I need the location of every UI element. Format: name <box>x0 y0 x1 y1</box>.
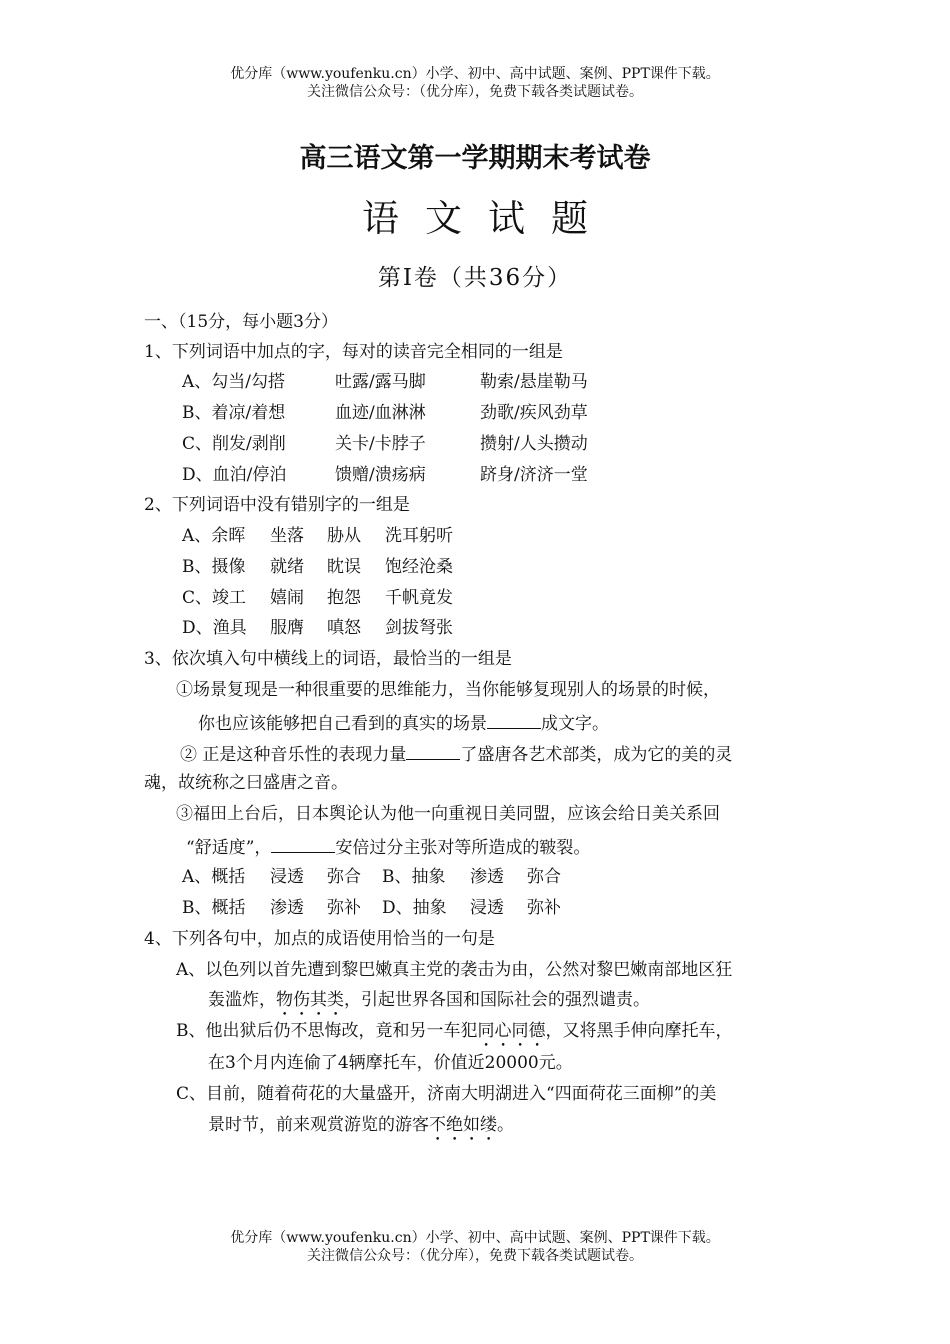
question-4-option-a-line-2: 轰滥炸，物伤其类，引起世界各国和国际社会的强烈谴责。 <box>208 990 650 1010</box>
question-1-stem: 1、下列词语中加点的字，每对的读音完全相同的一组是 <box>144 342 563 362</box>
part-heading: 第Ⅰ卷（共36分） <box>377 265 573 291</box>
question-2-option-d: D、渔具 服膺 嗔怒 剑拔弩张 <box>182 618 453 638</box>
question-1-option-c: C、削发/剥削 关卡/卡脖子 攒射/人头攒动 <box>182 434 588 454</box>
question-3-sentence-3-line-1: ③福田上台后，日本舆论认为他一向重视日美同盟，应该会给日美关系回 <box>176 804 720 824</box>
question-4-option-c-line-1: C、目前，随着荷花的大量盛开，济南大明湖进入“四面荷花三面柳”的美 <box>176 1084 717 1104</box>
question-4-option-c-line-2: 景时节，前来观赏游览的游客不绝如缕。 <box>208 1115 514 1135</box>
question-2-stem: 2、下列词语中没有错别字的一组是 <box>144 495 410 515</box>
question-4-option-b-line-2: 在3个月内连偷了4辆摩托车，价值近20000元。 <box>208 1053 573 1073</box>
page-footer-line1: 优分库（www.youfenku.cn）小学、初中、高中试题、案例、PPT课件下载。 <box>230 1230 720 1246</box>
section-heading: 一、（15分，每小题3分） <box>144 312 338 332</box>
question-3-sentence-1-line-2: 你也应该能够把自己看到的真实的场景 成文字。 <box>198 709 609 736</box>
question-4-option-b-line-1: B、他出狱后仍不思悔改，竟和另一车犯同心同德，又将黑手伸向摩托车， <box>176 1021 733 1041</box>
question-1-option-b: B、着凉/着想 血迹/血淋淋 劲歌/疾风劲草 <box>182 403 588 423</box>
dotted-idiom-c: 不绝如缕 <box>429 1115 497 1135</box>
fill-blank-1 <box>487 709 541 729</box>
question-4-stem: 4、下列各句中，加点的成语使用恰当的一句是 <box>144 929 495 949</box>
page-header-line1: 优分库（www.youfenku.cn）小学、初中、高中试题、案例、PPT课件下载。 <box>230 66 720 82</box>
question-2-option-b: B、摄像 就绪 眈误 饱经沧桑 <box>182 557 453 577</box>
question-2-option-a: A、余晖 坐落 胁从 洗耳躬听 <box>182 526 453 546</box>
exam-subtitle: 语文试题 <box>362 197 614 240</box>
fill-blank-2 <box>406 740 460 760</box>
question-3-options-row-1: A、概括 浸透 弥合 B、抽象 渗透 弥合 <box>182 867 561 887</box>
page-header-line2: 关注微信公众号：（优分库），免费下载各类试题试卷。 <box>307 84 643 100</box>
fill-blank-3 <box>271 833 335 853</box>
dotted-idiom-b: 同心同德 <box>477 1021 546 1041</box>
question-1-option-d: D、血泊/停泊 馈赠/溃疡病 跻身/济济一堂 <box>182 465 588 485</box>
question-3-stem: 3、依次填入句中横线上的词语，最恰当的一组是 <box>144 649 512 669</box>
dotted-idiom-a: 物伤其类 <box>276 990 344 1010</box>
question-2-option-c: C、竣工 嬉闹 抱怨 千帆竟发 <box>182 588 453 608</box>
exam-title: 高三语文第一学期期末考试卷 <box>299 143 651 174</box>
question-3-sentence-2-line-1: ② 正是这种音乐性的表现力量 了盛唐各艺术部类，成为它的美的灵 <box>180 740 732 767</box>
question-3-sentence-3-line-2: “舒适度”， 安倍过分主张对等所造成的皲裂。 <box>186 833 590 860</box>
question-3-sentence-1-line-1: ①场景复现是一种很重要的思维能力，当你能够复现别人的场景的时候， <box>176 680 720 700</box>
question-3-sentence-2-line-2: 魂，故统称之曰盛唐之音。 <box>144 773 348 793</box>
page-footer-line2: 关注微信公众号：（优分库），免费下载各类试题试卷。 <box>307 1248 643 1264</box>
question-4-option-a-line-1: A、以色列以首先遭到黎巴嫩真主党的袭击为由，公然对黎巴嫩南部地区狂 <box>176 960 733 980</box>
question-1-option-a: A、勾当/勾搭 吐露/露马脚 勒索/悬崖勒马 <box>182 372 588 392</box>
question-3-options-row-2: B、概括 渗透 弥补 D、抽象 浸透 弥补 <box>182 898 561 918</box>
